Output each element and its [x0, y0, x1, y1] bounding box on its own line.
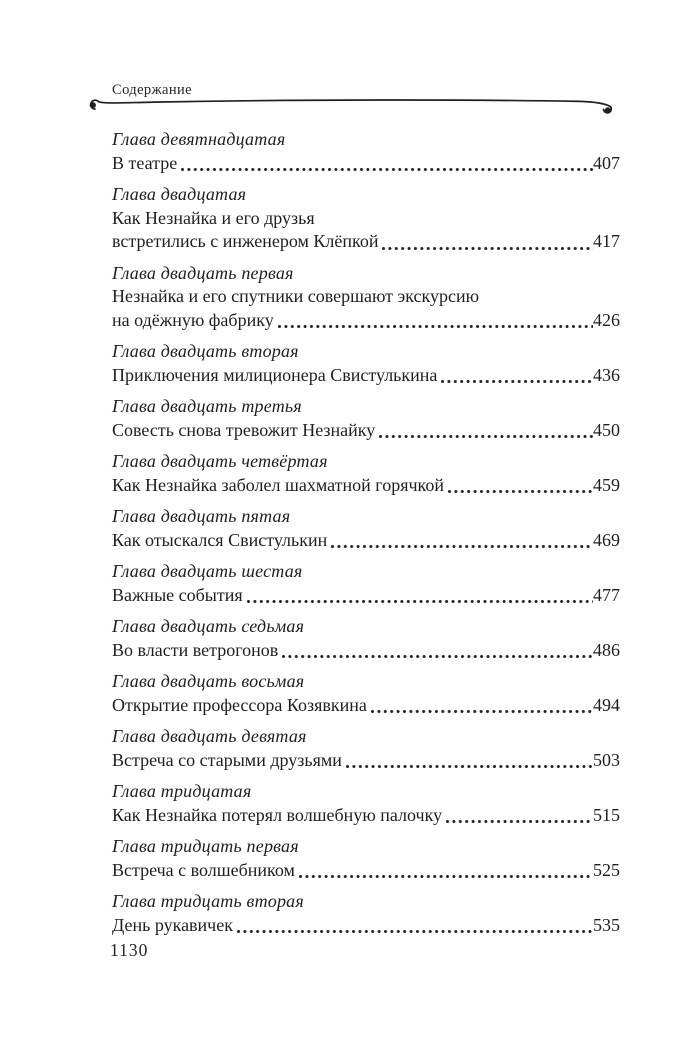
dot-leader-icon: [346, 765, 593, 768]
entry-lines: [112, 639, 620, 663]
toc-entry: [112, 183, 620, 254]
toc-entry: [112, 450, 620, 497]
chapter-heading: Глава двадцать девятая: [112, 726, 307, 746]
entry-page-number: 535: [593, 914, 620, 935]
entry-title-last: День рукавичек: [112, 914, 233, 935]
leader-row: [112, 529, 620, 553]
entry-page-number: 417: [593, 231, 620, 251]
dot-leader-icon: [446, 820, 593, 823]
chapter-heading: Глава двадцать восьмая: [112, 671, 305, 691]
entry-lines: [112, 584, 620, 608]
toc-entry: [112, 780, 620, 827]
dot-leader-icon: [299, 875, 593, 878]
leader-row: [112, 364, 620, 388]
entry-title-last: Приключения милиционера Свистулькина: [112, 364, 438, 385]
entry-title-last: Как Незнайка потерял волшебную палочку: [112, 804, 443, 825]
entry-page-number: 503: [593, 749, 620, 770]
entry-title-last: В театре: [112, 152, 178, 173]
entry-title-last: Встреча со старыми друзьями: [112, 749, 342, 770]
entry-title-last: Как отыскался Свистулькин: [112, 529, 328, 550]
entry-page-number: 407: [593, 152, 620, 173]
chapter-heading: Глава тридцать вторая: [112, 891, 304, 911]
entry-page-number: 459: [593, 474, 620, 495]
entry-page-number: 525: [593, 859, 620, 880]
chapter-heading: Глава двадцать вторая: [112, 341, 299, 361]
entry-lines: [112, 914, 620, 938]
chapter-heading: Глава двадцать четвёртая: [112, 451, 328, 471]
entry-page-number: 469: [593, 529, 620, 550]
chapter-heading: Глава двадцатая: [112, 184, 247, 204]
folio-page-number: 1130: [110, 940, 149, 960]
leader-row: [112, 152, 620, 176]
entry-title-last: на одёжную фабрику: [112, 309, 274, 330]
entry-page-number: 486: [593, 639, 620, 660]
dot-leader-icon: [441, 380, 593, 383]
toc-entry: [112, 505, 620, 552]
toc-entry: [112, 560, 620, 607]
entry-title-last: Совесть снова тревожит Незнайку: [112, 419, 376, 440]
toc-entry: [112, 262, 620, 333]
toc-list: [112, 128, 620, 945]
leader-row: [112, 309, 620, 333]
toc-entry: [112, 835, 620, 882]
entry-lines: [112, 419, 620, 443]
toc-entry: [112, 725, 620, 772]
dot-leader-icon: [379, 435, 593, 438]
chapter-heading: Глава девятнадцатая: [112, 129, 286, 149]
dot-leader-icon: [371, 710, 593, 713]
leader-row: [112, 230, 620, 254]
dot-leader-icon: [448, 490, 593, 493]
entry-lines: [112, 749, 620, 773]
entry-lines: [112, 285, 620, 332]
entry-title-last: Во власти ветрогонов: [112, 639, 279, 660]
toc-entry: [112, 670, 620, 717]
entry-lines: [112, 474, 620, 498]
leader-row: [112, 474, 620, 498]
dot-leader-icon: [181, 168, 593, 171]
toc-entry: [112, 340, 620, 387]
leader-row: [112, 694, 620, 718]
entry-lines: [112, 694, 620, 718]
leader-row: [112, 914, 620, 938]
leader-row: [112, 584, 620, 608]
leader-row: [112, 639, 620, 663]
dot-leader-icon: [247, 600, 593, 603]
chapter-heading: Глава двадцать пятая: [112, 506, 291, 526]
entry-title-line: Незнайка и его спутники совершают экскурсию: [112, 286, 480, 306]
swash-divider-icon: [82, 92, 624, 116]
dot-leader-icon: [278, 325, 593, 328]
leader-row: [112, 419, 620, 443]
toc-entry: [112, 395, 620, 442]
chapter-heading: Глава тридцать первая: [112, 836, 299, 856]
chapter-heading: Глава двадцать третья: [112, 396, 302, 416]
entry-lines: [112, 804, 620, 828]
dot-leader-icon: [282, 655, 593, 658]
entry-lines: [112, 529, 620, 553]
entry-title-last: встретились с инженером Клёпкой: [112, 231, 379, 251]
entry-title-last: Встреча с волшебником: [112, 859, 295, 880]
entry-title-last: Открытие профессора Козявкина: [112, 694, 367, 715]
entry-title-last: Как Незнайка заболел шахматной горячкой: [112, 474, 445, 495]
chapter-heading: Глава двадцать первая: [112, 262, 294, 283]
leader-row: [112, 804, 620, 828]
dot-leader-icon: [331, 545, 593, 548]
running-head: Содержание: [112, 82, 192, 98]
entry-lines: [112, 207, 620, 254]
leader-row: [112, 749, 620, 773]
entry-page-number: 426: [593, 309, 620, 330]
leader-row: [112, 859, 620, 883]
entry-title-line: Как Незнайка и его друзья: [112, 207, 315, 228]
entry-page-number: 450: [593, 419, 620, 440]
toc-entry: [112, 890, 620, 937]
entry-lines: [112, 859, 620, 883]
chapter-heading: Глава двадцать шестая: [112, 561, 303, 581]
entry-lines: [112, 364, 620, 388]
entry-page-number: 494: [593, 694, 620, 715]
toc-entry: [112, 128, 620, 175]
entry-title-last: Важные события: [112, 584, 243, 605]
entry-page-number: 436: [593, 364, 620, 385]
entry-lines: [112, 152, 620, 176]
toc-entry: [112, 615, 620, 662]
dot-leader-icon: [237, 930, 593, 933]
entry-page-number: 515: [593, 804, 620, 825]
dot-leader-icon: [382, 247, 593, 250]
entry-page-number: 477: [593, 584, 620, 605]
chapter-heading: Глава тридцатая: [112, 781, 252, 801]
chapter-heading: Глава двадцать седьмая: [112, 616, 305, 636]
